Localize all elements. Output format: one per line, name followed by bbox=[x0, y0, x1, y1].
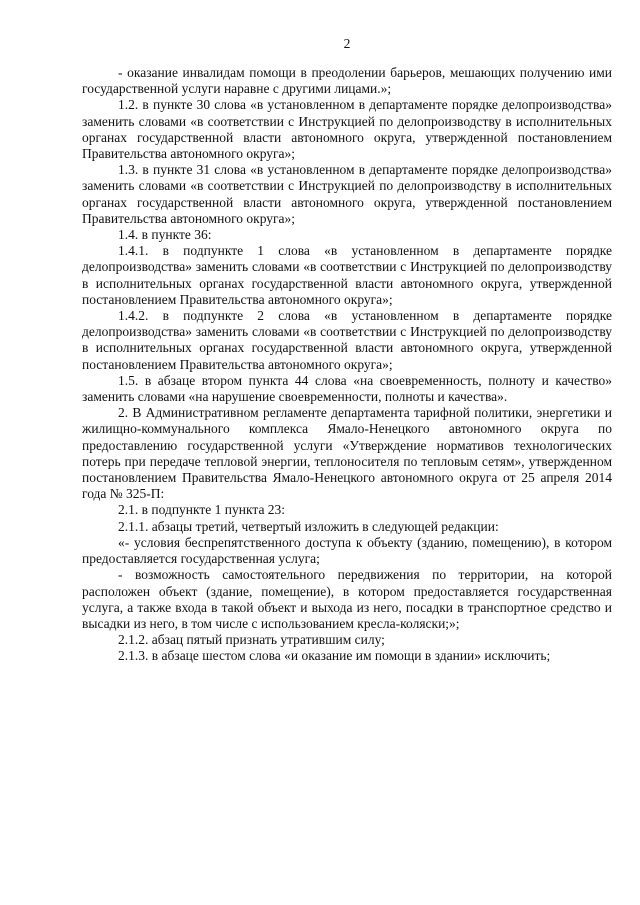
paragraph-1-2: 1.2. в пункте 30 слова «в установленном в департаменте порядке делопроизводства» заменить словами «в соответствии с Инструкцией по делопроизводству в исполнительных органах государственной власти автономного округа, утвержденной постановлением Правительства автономного округа»; bbox=[82, 97, 612, 162]
paragraph-1-4-2: 1.4.2. в подпункте 2 слова «в установленном в департаменте порядке делопроизводства» заменить словами «в соответствии с Инструкцией по делопроизводству в исполнительных органах государственной власти автономного округа, утвержденной постановлением Правительства автономного округа»; bbox=[82, 308, 612, 372]
paragraph-2-1: 2.1. в подпункте 1 пункта 23: bbox=[118, 502, 286, 518]
paragraph-1-4: 1.4. в пункте 36: bbox=[118, 227, 212, 243]
paragraph-1: - оказание инвалидам помощи в преодолении барьеров, мешающих получению ими государственной услуги наравне с другими лицами.»; bbox=[82, 65, 612, 97]
document-body bbox=[82, 65, 612, 665]
page-number: 2 bbox=[343, 36, 351, 51]
paragraph-2-1-1: 2.1.1. абзацы третий, четвертый изложить в следующей редакции: bbox=[118, 518, 499, 534]
paragraph-2: 2. В Административном регламенте департамента тарифной политики, энергетики и жилищно-коммунального комплекса Ямало-Ненецкого автономного округа по предоставлению государственной услуги «Утверждение нормативов технологических потерь при передаче тепловой энергии, теплоносителя по тепловым сетям», утвержденном постановлением Правительства Ямало-Ненецкого автономного округа от 25 апреля 2014 года № 325-П: bbox=[82, 405, 612, 502]
paragraph-2-1-3: 2.1.3. в абзаце шестом слова «и оказание им помощи в здании» исключить; bbox=[118, 648, 551, 664]
paragraph-2-1-2: 2.1.2. абзац пятый признать утратившим силу; bbox=[118, 632, 385, 648]
paragraph-1-5: 1.5. в абзаце втором пункта 44 слова «на своевременность, полноту и качество» заменить словами «на нарушение своевременности, полноты и качества». bbox=[82, 372, 612, 405]
paragraph-quote-1: «- условия беспрепятственного доступа к объекту (зданию, помещению), в котором предоставляется государственная услуга; bbox=[82, 534, 612, 567]
paragraph-quote-2: - возможность самостоятельного передвижения по территории, на которой расположен объект (здание, помещение), в котором предоставляется государственная услуга, а также входа в такой объект и выхода из него, посадки в транспортное средство и высадки из него, в том числе с использованием кресла-коляски;»; bbox=[82, 567, 612, 631]
paragraph-1-4-1: 1.4.1. в подпункте 1 слова «в установленном в департаменте порядке делопроизводства» заменить словами «в соответствии с Инструкцией по делопроизводству в исполнительных органах государственной власти автономного округа, утвержденной постановлением Правительства автономного округа»; bbox=[82, 243, 612, 307]
paragraph-1-3: 1.3. в пункте 31 слова «в установленном в департаменте порядке делопроизводства» заменить словами «в соответствии с Инструкцией по делопроизводству в исполнительных органах государственной власти автономного округа, утвержденной постановлением Правительства автономного округа»; bbox=[82, 162, 612, 226]
